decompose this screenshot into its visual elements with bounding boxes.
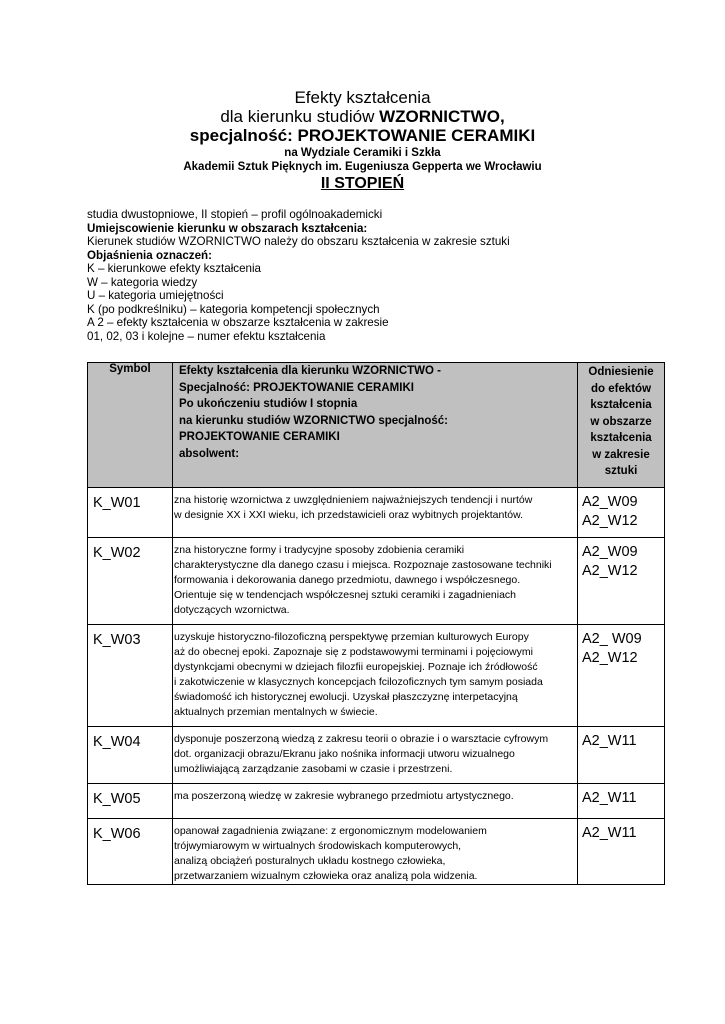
description-line: dot. organizacji obrazu/Ekranu jako nośnika informacji utworu wizualnego (174, 748, 515, 760)
title-faculty: na Wydziale Ceramiki i Szkła (284, 147, 441, 159)
header-line: absolwent: (179, 447, 240, 460)
intro-section (87, 208, 510, 343)
description-line: i zakotwiczenie w klasycznych koncepcjach fcilozoficznych tym samym posiada (174, 676, 543, 688)
row-reference (578, 488, 665, 538)
row-symbol: K_W05 (88, 784, 173, 819)
table-row (88, 488, 665, 538)
column-header-reference (578, 363, 665, 488)
description-line: dystynkcjami obecnymi w dziejach filozfii europejskiej. Poznaje ich źródłowość (174, 661, 538, 673)
reference-code: A2_W12 (582, 513, 638, 529)
title-specialty: specjalność: PROJEKTOWANIE CERAMIKI (189, 126, 536, 145)
description-line: analizą obciążeń posturalnych układu kostnego człowieka, (174, 855, 446, 867)
reference-code: A2_ W09 (582, 631, 642, 647)
description-line: uzyskuje historyczno-filozoficzną perspektywę przemian kulturowych Europy (174, 631, 529, 643)
reference-code: A2_W12 (582, 650, 638, 666)
header-line: na kierunku studiów WZORNICTWO specjalność: (179, 414, 448, 427)
placement-heading: Umiejscowienie kierunku w obszarach kształcenia: (87, 221, 368, 235)
legend-item: W – kategoria wiedzy (87, 275, 198, 289)
description-line: formowania i dekorowania danego przedmiotu, dawnego i współczesnego. (174, 574, 521, 586)
table-row (88, 819, 665, 885)
header-line: w obszarze (590, 415, 652, 428)
description-line: ma poszerzoną wiedzę w zakresie wybranego przedmiotu artystycznego. (174, 790, 514, 802)
row-reference (578, 784, 665, 819)
legend-item: 01, 02, 03 i kolejne – numer efektu kształcenia (87, 329, 326, 343)
description-line: przetwarzaniem wizualnym człowieka oraz analizą pola widzenia. (174, 870, 478, 882)
header-line: Specjalność: PROJEKTOWANIE CERAMIKI (179, 381, 414, 394)
row-symbol: K_W02 (88, 538, 173, 625)
legend-item: U – kategoria umiejętności (87, 289, 224, 302)
header-line: w zakresie (592, 448, 650, 461)
reference-code: A2_W09 (582, 494, 638, 510)
legend-item: K – kierunkowe efekty kształcenia (87, 262, 261, 275)
legend-item: K (po podkreślniku) – kategoria kompetencji społecznych (87, 302, 380, 316)
description-line: charakterystyczne dla danego czasu i miejsca. Rozpoznaje zastosowane techniki (174, 559, 552, 571)
title-line-2-field: WZORNICTWO, (379, 107, 505, 126)
description-line: świadomość ich historycznej ewolucji. Uzyskał płaszczyznę interpetacyjną (174, 691, 518, 703)
row-reference (578, 727, 665, 784)
row-symbol: K_W04 (88, 727, 173, 784)
table-row (88, 727, 665, 784)
header-line: Odniesienie (588, 366, 654, 378)
description-line: dotyczących wzornictwa. (174, 604, 290, 616)
learning-outcomes-table (87, 362, 665, 885)
description-line: dysponuje poszerzoną wiedzą z zakresu teorii o obrazie i o warsztacie cyfrowym (174, 733, 549, 745)
title-line-2 (0, 107, 725, 127)
header-line: sztuki (604, 465, 638, 477)
description-line: zna historię wzornictwa z uwzględnieniem najważniejszych tendencji i nurtów (174, 494, 533, 506)
table-header-row (88, 363, 665, 488)
row-symbol: K_W01 (88, 488, 173, 538)
row-reference (578, 538, 665, 625)
row-reference (578, 819, 665, 885)
reference-code: A2_W11 (582, 733, 637, 749)
description-line: w designie XX i XXI wieku, ich przedstawicieli oraz wybitnych projektantów. (174, 509, 523, 521)
legend-heading: Objaśnienia oznaczeń: (87, 248, 212, 262)
title-line-2-prefix: dla kierunku studiów (220, 107, 380, 126)
description-line: aż do obecnej epoki. Zapoznaje się z podstawowymi terminami i pojęciowymi (174, 646, 533, 658)
description-line: aktualnych przemian mentalnych w świecie. (174, 706, 378, 718)
header-line: Po ukończeniu studiów I stopnia (179, 398, 358, 410)
column-header-symbol: Symbol (88, 363, 173, 488)
header-line: kształcenia (590, 399, 652, 411)
reference-code: A2_W11 (582, 790, 637, 806)
description-line: opanował zagadnienia związane: z ergonomicznym modelowaniem (174, 825, 487, 837)
row-description (173, 727, 578, 784)
row-description (173, 538, 578, 625)
header-line: Efekty kształcenia dla kierunku WZORNICTWO - (179, 365, 441, 377)
table-row (88, 538, 665, 625)
legend-item: A 2 – efekty kształcenia w obszarze kształcenia w zakresie (87, 316, 389, 329)
row-symbol: K_W03 (88, 625, 173, 727)
row-description (173, 819, 578, 885)
reference-code: A2_W09 (582, 544, 638, 560)
row-reference (578, 625, 665, 727)
table-row (88, 784, 665, 819)
description-line: trójwymiarowym w wirtualnych środowiskach komputerowych, (174, 840, 462, 852)
header-line: kształcenia (590, 432, 652, 444)
description-line: zna historyczne formy i tradycyjne sposoby zdobienia ceramiki (174, 544, 465, 556)
title-degree: II STOPIEŃ (320, 175, 405, 192)
placement-text: Kierunek studiów WZORNICTWO należy do obszaru kształcenia w zakresie sztuki (87, 235, 510, 248)
row-description (173, 625, 578, 727)
row-description (173, 488, 578, 538)
title-academy: Akademii Sztuk Pięknych im. Eugeniusza Gepperta we Wrocławiu (183, 161, 542, 173)
column-header-outcomes (173, 363, 578, 488)
title-line-1: Efekty kształcenia (294, 88, 431, 107)
row-description (173, 784, 578, 819)
reference-code: A2_W11 (582, 825, 637, 841)
study-type: studia dwustopniowe, II stopień – profil ogólnoakademicki (87, 208, 383, 221)
description-line: umożliwiającą zarządzanie zasobami w czasie i przestrzeni. (174, 763, 453, 775)
header-line: do efektów (590, 382, 652, 395)
header-line: PROJEKTOWANIE CERAMIKI (179, 431, 340, 443)
reference-code: A2_W12 (582, 563, 638, 579)
row-symbol: K_W06 (88, 819, 173, 885)
description-line: Orientuje się w tendencjach współczesnej sztuki ceramiki i zagadnieniach (174, 589, 517, 601)
table-row (88, 625, 665, 727)
